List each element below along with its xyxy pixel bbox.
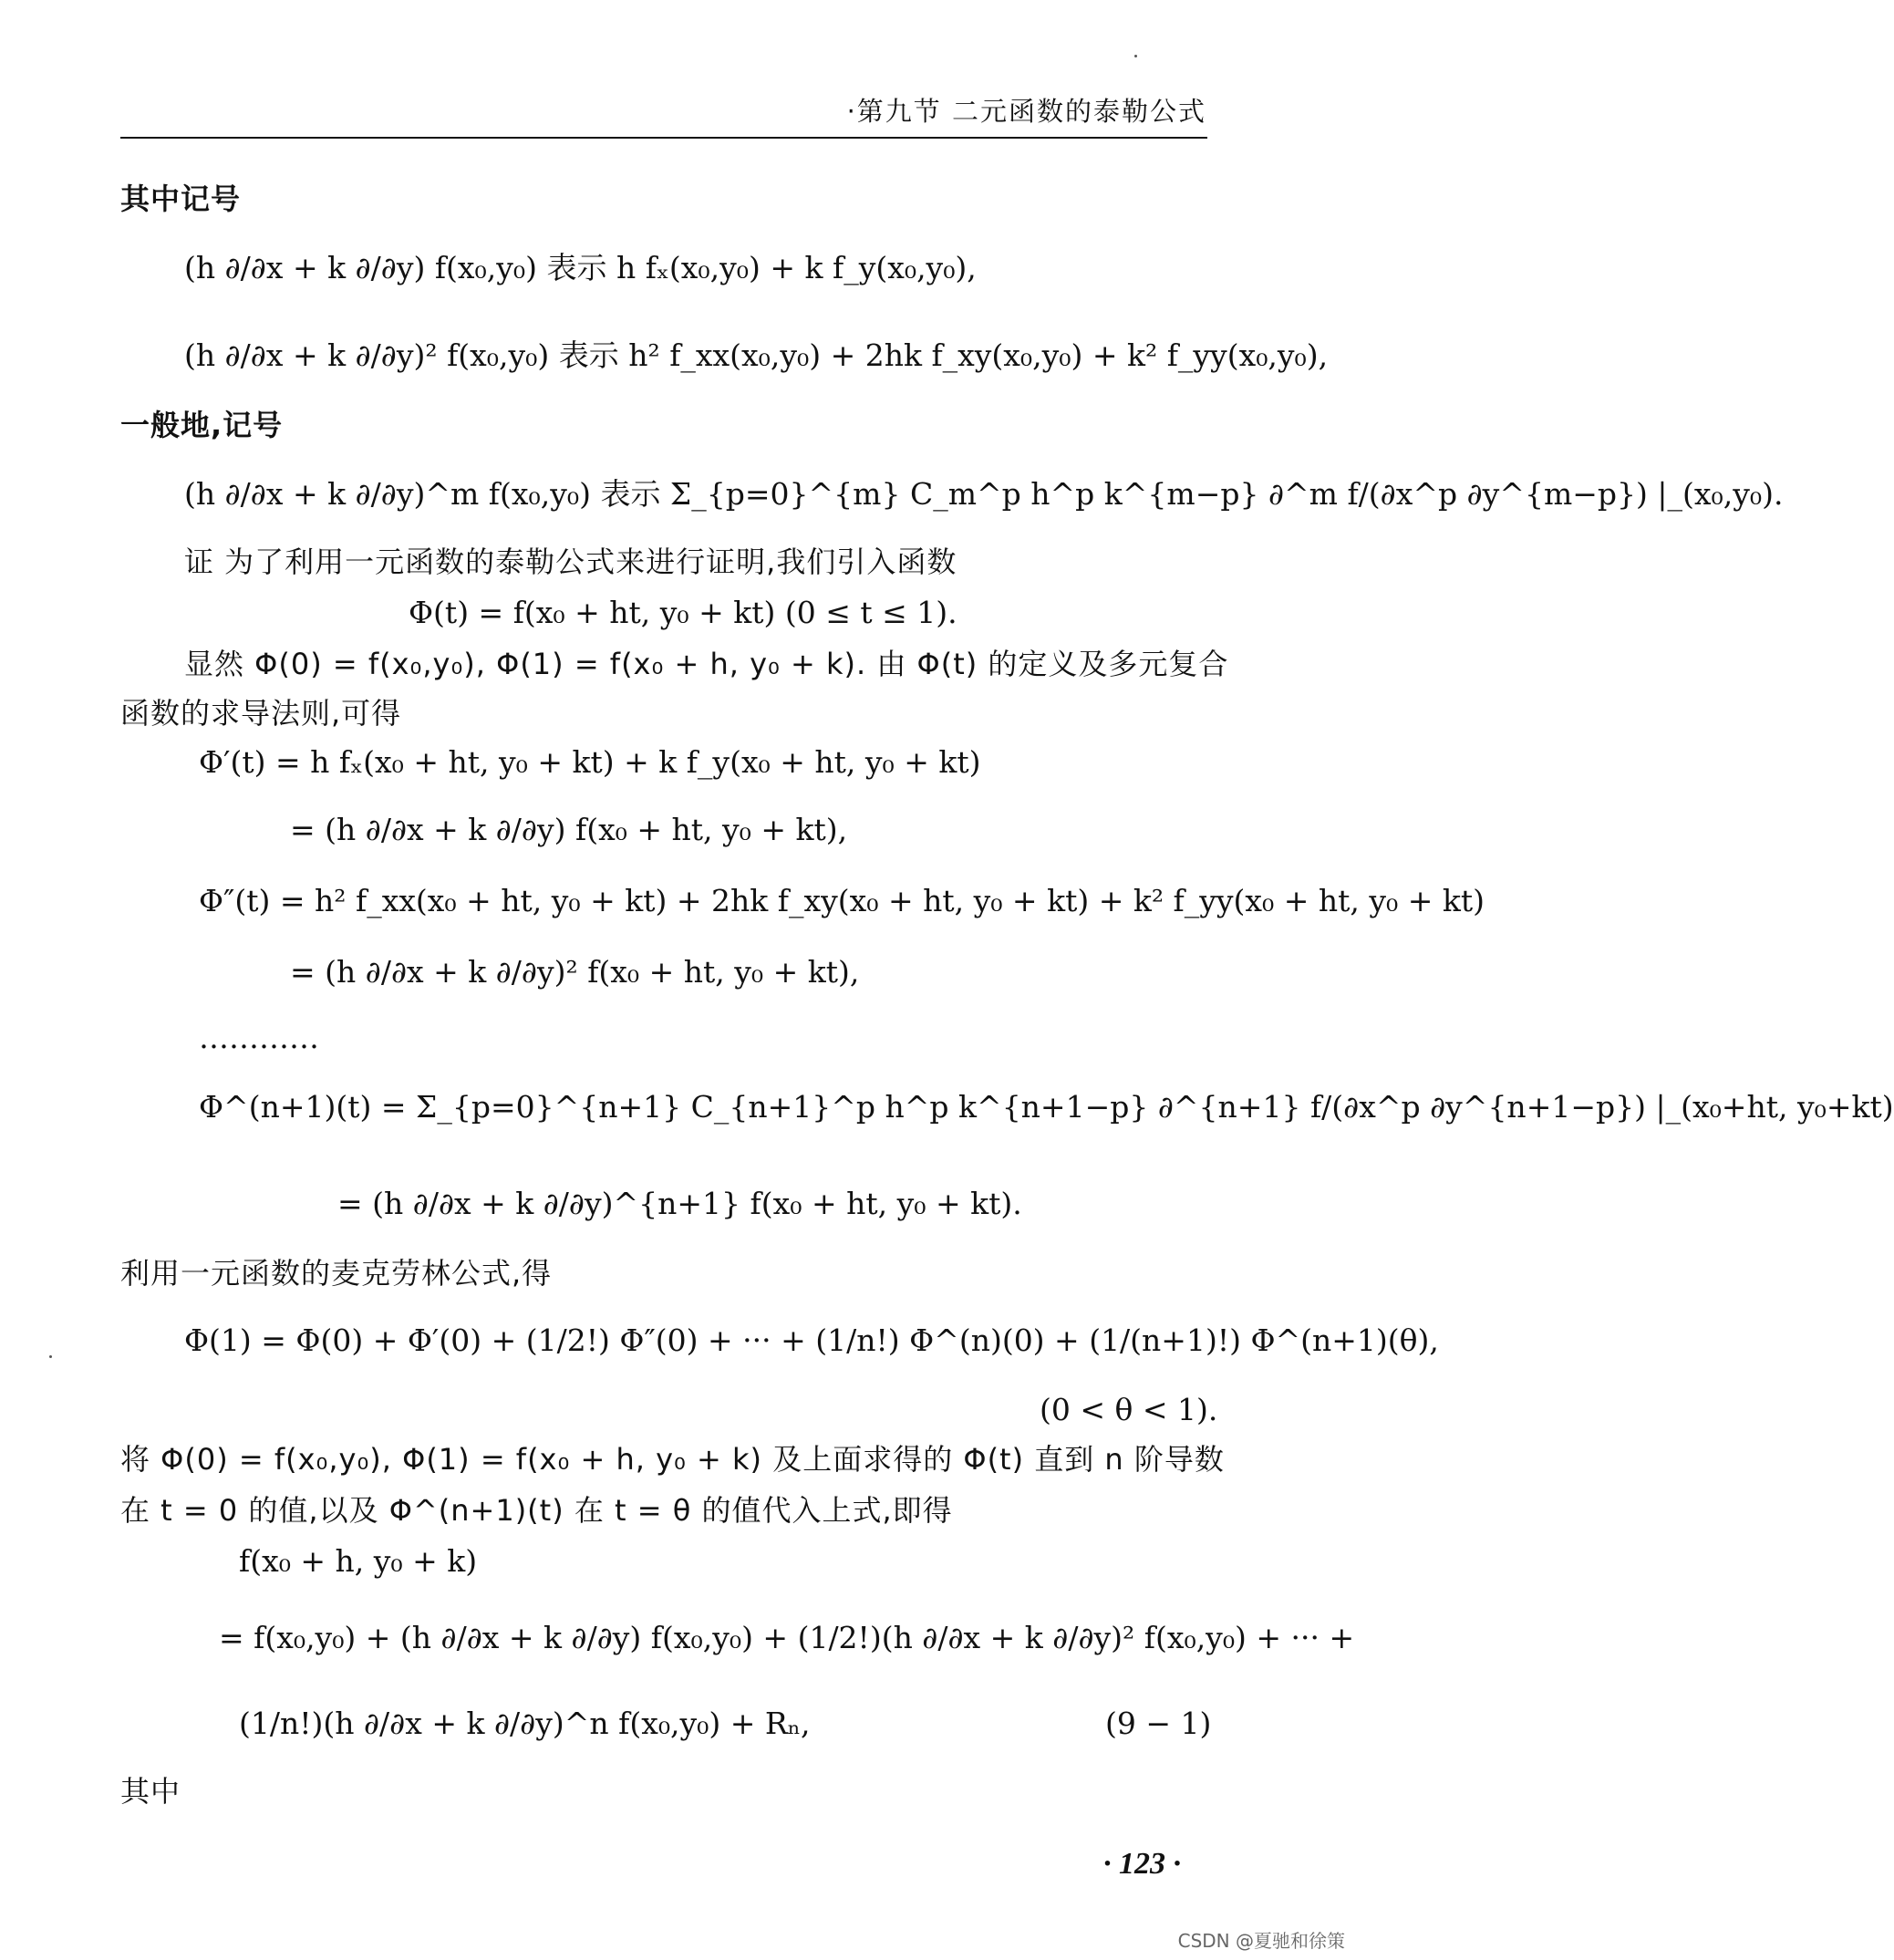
ellipsis-line: ………… [199, 1020, 319, 1055]
formula-line: = (h ∂/∂x + k ∂/∂y)² f(x₀ + ht, y₀ + kt), [290, 954, 860, 990]
text-line: 显然 Φ(0) = f(x₀,y₀), Φ(1) = f(x₀ + h, y₀ + k). 由 Φ(t) 的定义及多元复合 [184, 647, 1229, 681]
scan-speck [1134, 55, 1137, 57]
text-line: 证 为了利用一元函数的泰勒公式来进行证明,我们引入函数 [184, 544, 957, 579]
page-number: · 123 · [1103, 1847, 1181, 1881]
formula-line: Φ^(n+1)(t) = Σ_{p=0}^{n+1} C_{n+1}^p h^p k^{n+1−p} ∂^{n+1} f/(∂x^p ∂y^{n+1−p}) |_(x₀+ht, y₀+kt) [199, 1089, 1894, 1125]
scan-speck [49, 1355, 52, 1358]
formula-line: Φ″(t) = h² f_xx(x₀ + ht, y₀ + kt) + 2hk f_xy(x₀ + ht, y₀ + kt) + k² f_yy(x₀ + ht, y₀ + kt) [199, 883, 1485, 918]
text-line: 一般地,记号 [120, 408, 284, 442]
text-line: 利用一元函数的麦克劳林公式,得 [120, 1256, 553, 1291]
formula-line: f(x₀ + h, y₀ + k) [239, 1543, 478, 1579]
text-line: 其中记号 [120, 181, 242, 216]
watermark: CSDN @夏驰和徐策 [1177, 1930, 1345, 1952]
running-header: ·第九节 二元函数的泰勒公式 [846, 96, 1206, 127]
formula-line: (h ∂/∂x + k ∂/∂y)² f(x₀,y₀) 表示 h² f_xx(x₀,y₀) + 2hk f_xy(x₀,y₀) + k² f_yy(x₀,y₀), [184, 337, 1329, 373]
formula-line: = (h ∂/∂x + k ∂/∂y) f(x₀ + ht, y₀ + kt), [290, 812, 848, 847]
equation-number: (9 − 1) [1105, 1706, 1212, 1741]
header-rule [120, 137, 1207, 139]
formula-line: = (h ∂/∂x + k ∂/∂y)^{n+1} f(x₀ + ht, y₀ + kt). [337, 1186, 1022, 1221]
formula-line: Φ(t) = f(x₀ + ht, y₀ + kt) (0 ≤ t ≤ 1). [409, 595, 957, 630]
text-line: 其中 [120, 1774, 181, 1809]
formula-line: Φ′(t) = h fₓ(x₀ + ht, y₀ + kt) + k f_y(x₀ + ht, y₀ + kt) [199, 744, 981, 780]
formula-line: (h ∂/∂x + k ∂/∂y)^m f(x₀,y₀) 表示 Σ_{p=0}^{m} C_m^p h^p k^{m−p} ∂^m f/(∂x^p ∂y^{m−p}) |_(x₀,y₀). [184, 476, 1784, 512]
text-line: 函数的求导法则,可得 [120, 696, 402, 731]
text-line: 将 Φ(0) = f(x₀,y₀), Φ(1) = f(x₀ + h, y₀ + k) 及上面求得的 Φ(t) 直到 n 阶导数 [120, 1442, 1225, 1477]
condition-line: (0 < θ < 1). [1040, 1392, 1218, 1427]
formula-line: = f(x₀,y₀) + (h ∂/∂x + k ∂/∂y) f(x₀,y₀) + (1/2!)(h ∂/∂x + k ∂/∂y)² f(x₀,y₀) + ··· + [219, 1620, 1355, 1655]
formula-line: Φ(1) = Φ(0) + Φ′(0) + (1/2!) Φ″(0) + ··· + (1/n!) Φ^(n)(0) + (1/(n+1)!) Φ^(n+1)(θ), [184, 1322, 1439, 1358]
formula-line: (1/n!)(h ∂/∂x + k ∂/∂y)^n f(x₀,y₀) + Rₙ, [239, 1706, 811, 1741]
text-line: 在 t = 0 的值,以及 Φ^(n+1)(t) 在 t = θ 的值代入上式,即得 [120, 1493, 953, 1528]
formula-line: (h ∂/∂x + k ∂/∂y) f(x₀,y₀) 表示 h fₓ(x₀,y₀) + k f_y(x₀,y₀), [184, 250, 977, 285]
